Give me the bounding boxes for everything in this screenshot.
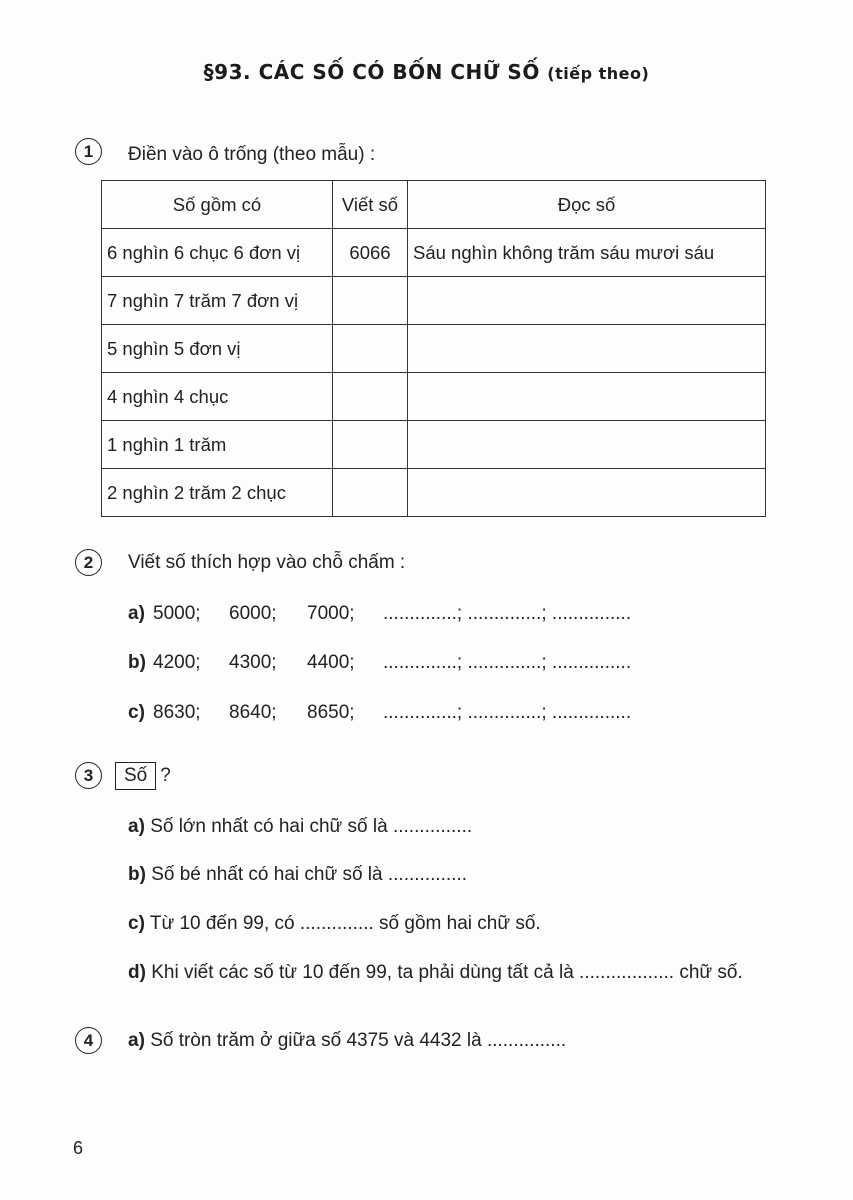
exercise-3-item-d — [128, 962, 743, 984]
table-header-row — [102, 181, 766, 229]
exercise-2-item-b — [128, 652, 631, 674]
table-row — [102, 373, 766, 421]
page-title — [0, 60, 853, 84]
seq-value-3: 4400; — [307, 652, 355, 673]
cell-written-number-blank[interactable] — [333, 421, 408, 469]
cell-composition: 7 nghìn 7 trăm 7 đơn vị — [102, 277, 333, 325]
title-main: §93. CÁC SỐ CÓ BỐN CHỮ SỐ — [203, 60, 540, 84]
item-text: Số lớn nhất có hai chữ số là ............... — [150, 816, 473, 837]
item-label: b) — [128, 864, 146, 885]
cell-reading-blank[interactable] — [408, 421, 766, 469]
exercise-1-instruction: Điền vào ô trống (theo mẫu) : — [128, 144, 376, 165]
cell-reading-blank[interactable] — [408, 469, 766, 517]
answer-blanks[interactable]: ..............; ..............; ............... — [383, 652, 632, 673]
exercise-1-number: 1 — [75, 138, 102, 165]
cell-reading-blank[interactable] — [408, 277, 766, 325]
cell-written-number-blank[interactable] — [333, 469, 408, 517]
table-row — [102, 325, 766, 373]
seq-value-3: 8650; — [307, 702, 355, 723]
seq-value-1: 4200; — [153, 652, 201, 673]
cell-composition: 2 nghìn 2 trăm 2 chục — [102, 469, 333, 517]
item-label: c) — [128, 702, 145, 723]
answer-blanks[interactable]: ..............; ..............; ............... — [383, 702, 632, 723]
cell-composition: 1 nghìn 1 trăm — [102, 421, 333, 469]
exercise-2-number: 2 — [75, 549, 102, 576]
item-label: a) — [128, 1030, 145, 1051]
exercise-2-item-c — [128, 702, 631, 724]
item-label: a) — [128, 816, 145, 837]
seq-value-2: 4300; — [229, 652, 277, 673]
table-row — [102, 469, 766, 517]
cell-reading-blank[interactable] — [408, 373, 766, 421]
exercise-2-instruction: Viết số thích hợp vào chỗ chấm : — [128, 552, 406, 573]
exercise-3-item-c — [128, 913, 541, 935]
table-row — [102, 421, 766, 469]
seq-value-1: 5000; — [153, 603, 201, 624]
cell-composition: 4 nghìn 4 chục — [102, 373, 333, 421]
item-text: Số tròn trăm ở giữa số 4375 và 4432 là ............... — [150, 1030, 567, 1051]
item-label: c) — [128, 913, 145, 934]
exercise-3-number: 3 — [75, 762, 102, 789]
cell-composition: 6 nghìn 6 chục 6 đơn vị — [102, 229, 333, 277]
seq-value-3: 7000; — [307, 603, 355, 624]
cell-reading: Sáu nghìn không trăm sáu mươi sáu — [408, 229, 766, 277]
item-label: b) — [128, 652, 146, 673]
question-mark: ? — [160, 765, 171, 786]
cell-written-number-blank[interactable] — [333, 325, 408, 373]
exercise-3-item-b — [128, 864, 467, 886]
header-viet-so: Viết số — [333, 181, 408, 229]
title-sub: (tiếp theo) — [547, 64, 650, 83]
exercise-3-item-a — [128, 816, 472, 838]
cell-composition: 5 nghìn 5 đơn vị — [102, 325, 333, 373]
exercise-4-number: 4 — [75, 1027, 102, 1054]
item-text: Khi viết các số từ 10 đến 99, ta phải dùng tất cả là .................. chữ số. — [151, 962, 743, 983]
header-so-gom-co: Số gồm có — [102, 181, 333, 229]
header-doc-so: Đọc số — [408, 181, 766, 229]
cell-written-number: 6066 — [333, 229, 408, 277]
table-row — [102, 277, 766, 325]
page-number: 6 — [73, 1138, 84, 1158]
so-box: Số — [115, 762, 156, 790]
cell-reading-blank[interactable] — [408, 325, 766, 373]
item-label: a) — [128, 603, 145, 624]
item-text: Số bé nhất có hai chữ số là ............... — [151, 864, 468, 885]
seq-value-1: 8630; — [153, 702, 201, 723]
table-row — [102, 229, 766, 277]
item-text: Từ 10 đến 99, có .............. số gồm hai chữ số. — [149, 913, 541, 934]
item-label: d) — [128, 962, 146, 983]
cell-written-number-blank[interactable] — [333, 373, 408, 421]
exercise-3-heading — [115, 762, 171, 790]
seq-value-2: 8640; — [229, 702, 277, 723]
cell-written-number-blank[interactable] — [333, 277, 408, 325]
exercise-2-item-a — [128, 603, 631, 625]
seq-value-2: 6000; — [229, 603, 277, 624]
answer-blanks[interactable]: ..............; ..............; ............... — [383, 603, 632, 624]
exercise-1-table — [101, 180, 766, 517]
exercise-4-item-a — [128, 1030, 566, 1052]
